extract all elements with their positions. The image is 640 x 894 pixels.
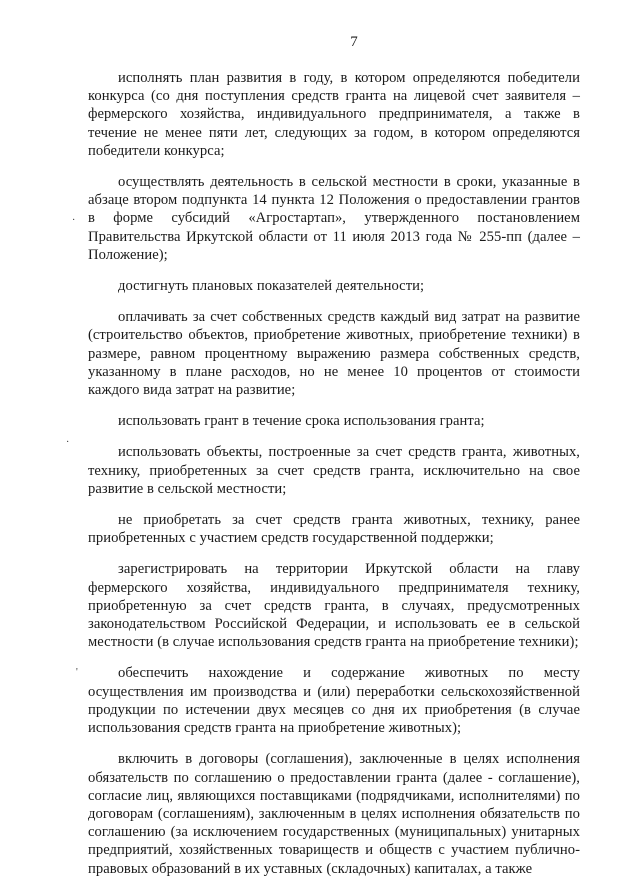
- scan-speck-mark: ·: [72, 215, 76, 226]
- page-number: 7: [350, 34, 358, 50]
- paragraph-5: использовать грант в течение срока использования гранта;: [118, 413, 485, 430]
- paragraph-8: зарегистрировать на территории Иркутской области на главу фермерского хозяйства, индивидуального предпринимателя технику, приобретенную за счет средств гранта, в случаях, предусмотренных законодательством Российской Федерации, и использовать ее в сельской местности (в случае использования средств гранта на приобретение техники);: [88, 561, 580, 651]
- paragraph-1: исполнять план развития в году, в котором определяются победители конкурса (со дня поступления средств гранта на лицевой счет заявителя – фермерского хозяйства, индивидуального предпринимателя, а также в течение не менее пяти лет, следующих за годом, в котором определяются победители конкурса;: [88, 70, 580, 159]
- paragraph-7: не приобретать за счет средств гранта животных, технику, ранее приобретенных с участием средств государственной поддержки;: [88, 512, 580, 547]
- paragraph-6: использовать объекты, построенные за счет средств гранта, животных, технику, приобретенных за счет средств гранта, исключительно на свое развитие в сельской местности;: [88, 444, 580, 497]
- paragraph-3: достигнуть плановых показателей деятельности;: [118, 278, 425, 295]
- paragraph-2: осуществлять деятельность в сельской местности в сроки, указанные в абзаце втором подпункта 14 пункта 12 Положения о предоставлении грантов в форме субсидий «Агростартап», утвержденного постановлением Правительства Иркутской области от 11 июля 2013 года № 255-пп (далее – Положение);: [88, 174, 580, 263]
- paragraph-9: обеспечить нахождение и содержание животных по месту осуществления им производства и (или) переработки сельскохозяйственной продукции по истечении двух месяцев со дня их приобретения (в случае использования средств гранта на приобретение животных);: [88, 665, 580, 737]
- paragraph-10: включить в договоры (соглашения), заключенные в целях исполнения обязательств по соглашению о предоставлении гранта (далее - соглашение), согласие лиц, являющихся поставщиками (подрядчиками, исполнителями) по договорам (соглашениям), заключенным в целях исполнения обязательств по соглашению (за исключением государственных (муниципальных) унитарных предприятий, хозяйственных товариществ и обществ с участием публично-правовых образований в их уставных (складочных) капиталах, а также: [88, 751, 580, 877]
- scan-speck-mark: ': [76, 667, 78, 678]
- scan-speck-mark: ·: [66, 437, 70, 448]
- paragraph-4: оплачивать за счет собственных средств каждый вид затрат на развитие (строительство объектов, приобретение животных, приобретение техники) в размере, равном процентному выражению размера собственных средств, указанному в плане расходов, но не менее 10 процентов от стоимости каждого вида затрат на развитие;: [88, 309, 580, 399]
